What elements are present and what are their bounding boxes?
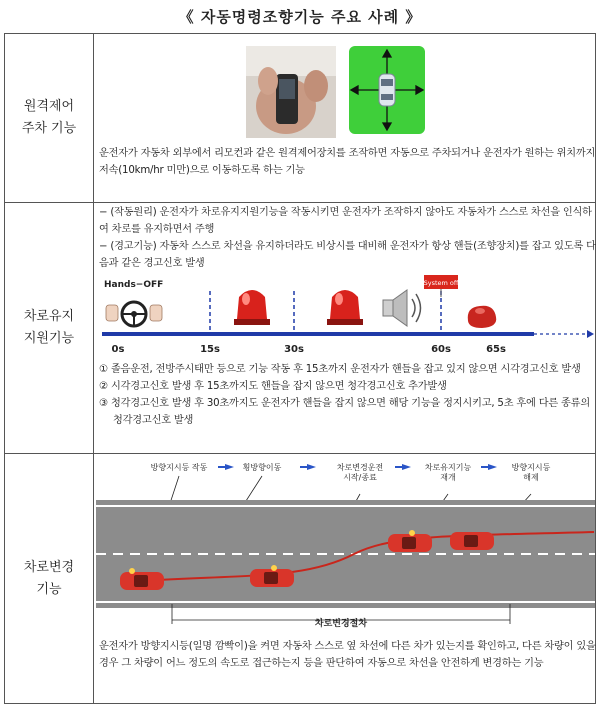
row-label-lane-keeping: 차로유지 지원기능 (5, 203, 94, 454)
car-icon (450, 532, 494, 550)
step-lateral-move: 횡방향이동 (242, 463, 282, 472)
tick-label: 60s (431, 344, 451, 355)
tick-label: 65s (486, 344, 506, 355)
tick-label: 30s (284, 344, 304, 355)
tick-label: 15s (200, 344, 220, 355)
speaker-icon (383, 290, 421, 326)
row-remote-parking (5, 34, 596, 203)
hands-off-label: Hands−OFF (104, 280, 164, 290)
system-off-sign (424, 275, 459, 297)
row-label-lane-change: 차로변경 기능 (5, 454, 94, 704)
lane-keeping-warning: − (경고기능) 자동차 스스로 차선을 유지하더라도 비상시를 대비해 운전자가 항상 핸들(조향장치)를 잡고 있도록 다음과 같은 경고신호 발생 (99, 241, 596, 269)
row-label-remote-parking: 원격제어 주차 기능 (5, 34, 94, 203)
row-lane-change (5, 454, 596, 704)
lane-change-diagram (94, 454, 597, 629)
audible-warning-device-icon (468, 306, 496, 328)
visual-warning-beacon-icon (327, 290, 363, 325)
step-turn-signal-on: 방향지시등 작동 (150, 463, 208, 472)
step-lane-keeping-resume: 차로유지기능 재개 (424, 463, 472, 482)
warning-step-2: ② 시각경고신호 발생 후 15초까지도 핸들을 잡지 않으면 청각경고신호 추가발생 (99, 381, 447, 392)
tick-label: 0s (111, 344, 125, 355)
parking-direction-diagram (349, 46, 425, 134)
lane-keeping-principle: − (작동원리) 운전자가 차로유지지원기능을 작동시키면 운전자가 조작하지 않아도 자동차가 스스로 차선을 인식하여 차로를 유지하면서 주행 (99, 207, 592, 235)
remote-control-photo (246, 46, 336, 138)
page-title: 《 자동명령조향기능 주요 사례 》 (178, 8, 422, 26)
steering-wheel-icon (122, 302, 146, 326)
case-table (4, 33, 596, 704)
row-lane-keeping (5, 203, 596, 454)
visual-warning-beacon-icon (234, 290, 270, 325)
step-turn-signal-off: 방향지시등 해제 (511, 463, 551, 482)
remote-parking-description: 운전자가 자동차 외부에서 리모컨과 같은 원격제어장치를 조작하면 자동으로 주차되거나 운전자가 원하는 위치까지 저속(10km/hr 미만)으로 이동하도록 하는 기능 (99, 148, 596, 176)
lane-change-description: 운전자가 방향지시등(일명 깜빡이)을 켜면 자동차 스스로 옆 차선에 다른 차가 있는지를 확인하고, 다른 차량이 있을 경우 그 차량이 어느 정도의 속도로 접근하는지 등을 판단하여 자동으로 차선을 안전하게 변경하는 기능 (99, 641, 596, 669)
warning-timeline (94, 273, 597, 355)
process-label: 차로변경절차 (314, 619, 368, 629)
step-lane-change-start-end: 차로변경운전 시작/종료 (336, 463, 384, 482)
warning-step-1: ① 졸음운전, 전방주시태만 등으로 기능 작동 후 15초까지 운전자가 핸들을 잡고 있지 않으면 시각경고신호 발생 (99, 364, 581, 375)
warning-step-3: ③ 청각경고신호 발생 후 30초까지도 운전자가 핸들을 잡지 않으면 해당 기능을 정지시키고, 5초 후에 다른 종류의 청각경고신호 발생 (99, 398, 590, 426)
svg-text:System off: System off (423, 279, 459, 287)
